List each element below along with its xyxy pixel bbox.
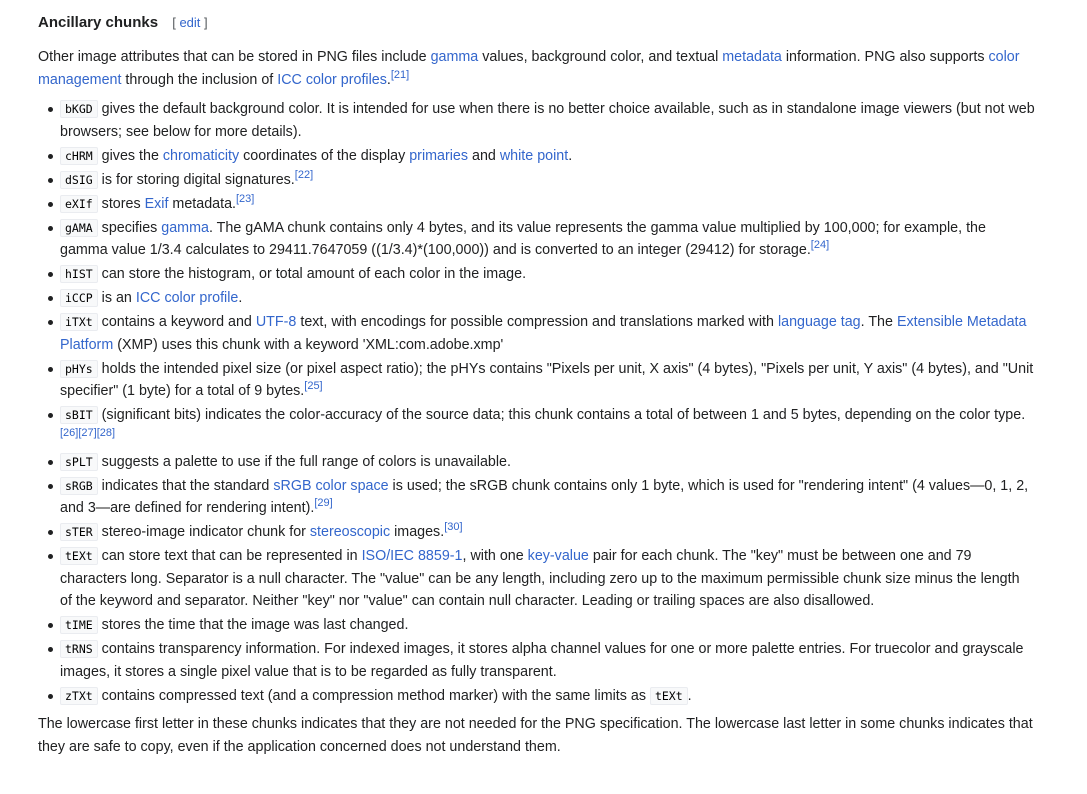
item-text: can store the histogram, or total amount of each color in the image. <box>97 266 527 282</box>
item-text: , with one <box>462 548 528 564</box>
chunk-code: sTER <box>60 523 98 541</box>
link-white-point[interactable]: white point <box>499 147 569 164</box>
chunk-code: tIME <box>60 616 98 634</box>
item-text: can store text that can be represented in <box>97 548 362 564</box>
link-stereoscopic[interactable]: stereoscopic <box>309 524 391 540</box>
link-icc-color-profiles[interactable]: ICC color profiles <box>277 72 387 88</box>
citation-link[interactable]: [25] <box>304 380 323 393</box>
chunk-code: pHYs <box>60 360 98 378</box>
citation <box>78 427 96 439</box>
item-text: is for storing digital signatures. <box>97 171 295 188</box>
chunk-code: iTXt <box>60 313 98 331</box>
list-item-sbit <box>60 404 1035 449</box>
chunk-code: zTXt <box>60 687 98 705</box>
item-text: gives the default background color. It is intended for use when there is no better choice available, such as in standalone image viewers (but not web browsers; see below for more details). <box>60 101 1035 140</box>
item-text: stores the time that the image was last changed. <box>97 617 409 633</box>
item-text: indicates that the standard <box>97 477 274 494</box>
list-item-iccp <box>60 287 1035 310</box>
item-text: (XMP) uses this chunk with a keyword 'XML:com.adobe.xmp' <box>113 336 504 353</box>
intro-text: through the inclusion of <box>121 72 278 88</box>
intro-text: information. PNG also supports <box>781 49 989 65</box>
list-item-chrm <box>60 145 1035 168</box>
item-text: contains a keyword and <box>97 314 256 330</box>
item-text: contains transparency information. For indexed images, it stores alpha channel values for one or more palette entries. For truecolor and grayscale images, it stores a single pixel value that is to be regarded as fully transparent. <box>60 641 1024 680</box>
item-text: is an <box>97 290 136 306</box>
list-item-ztxt <box>60 685 1035 708</box>
link-chromaticity[interactable]: chromaticity <box>162 147 240 164</box>
link-exif[interactable]: Exif <box>144 195 169 212</box>
intro-text: Other image attributes that can be stored in PNG files include <box>38 49 431 65</box>
citation <box>444 521 462 533</box>
chunk-code: tRNS <box>60 640 98 658</box>
item-text: pair for each chunk. The "key" must be between one and 79 characters long. Separator is a null character. The "value" can be any length, including zero up to the maximum permissible chunk size minus the length of the keyword and separator. Neither "key" nor "value" can contain null character. Leading or trailing spaces are also disallowed. <box>60 548 1020 609</box>
link-gamma[interactable]: gamma <box>430 49 479 65</box>
chunk-code: tEXt <box>60 547 98 565</box>
chunk-code: dSIG <box>60 171 98 189</box>
item-text: specifies <box>97 219 162 236</box>
item-text: (significant bits) indicates the color-accuracy of the source data; this chunk contains a total of between 1 and 5 bytes, depending on the color type. <box>97 407 1026 423</box>
section-heading <box>38 12 1035 34</box>
edit-bracket-close: ] <box>200 15 208 30</box>
list-item-gama <box>60 217 1035 262</box>
list-item-srgb <box>60 475 1035 520</box>
chunk-code: cHRM <box>60 147 98 165</box>
link-icc-color-profile[interactable]: ICC color profile <box>135 290 239 306</box>
chunk-code: hIST <box>60 265 98 283</box>
list-item-bkgd <box>60 98 1035 143</box>
citation <box>391 69 409 81</box>
intro-text: values, background color, and textual <box>478 49 723 65</box>
citation-link[interactable]: [21] <box>390 69 410 82</box>
chunk-code: tEXt <box>650 687 688 705</box>
chunk-code: gAMA <box>60 219 98 237</box>
list-item-itxt <box>60 311 1035 356</box>
item-text: is used; the sRGB chunk contains only 1 byte, which is used for "rendering intent" (4 values—0, 1, 2, and 3—are defined for rendering intent). <box>60 477 1029 516</box>
item-text: coordinates of the display <box>239 147 410 164</box>
list-item-dsig <box>60 169 1035 192</box>
citation-link[interactable]: [29] <box>314 497 333 510</box>
item-text: gives the <box>97 147 163 164</box>
citation-link[interactable]: [28] <box>96 426 116 439</box>
chunk-code: sRGB <box>60 477 98 495</box>
citation <box>60 427 78 439</box>
item-text: . <box>568 147 573 164</box>
link-utf-8[interactable]: UTF-8 <box>255 314 297 330</box>
citation-link[interactable]: [22] <box>294 168 314 181</box>
link-metadata[interactable]: metadata <box>722 49 782 65</box>
chunk-code: sBIT <box>60 406 98 424</box>
citation <box>304 380 322 392</box>
citation-link[interactable]: [24] <box>810 239 830 252</box>
list-item-splt <box>60 451 1035 474</box>
item-text: stores <box>97 195 145 212</box>
chunk-code: bKGD <box>60 100 98 118</box>
item-text: . <box>687 687 692 704</box>
chunk-list <box>38 98 1035 707</box>
citation <box>295 169 313 181</box>
list-item-trns <box>60 638 1035 683</box>
item-text: . The gAMA chunk contains only 4 bytes, and its value represents the gamma value multiplied by 100,000; for example, the gamma value 1/3.4 calculates to 29411.7647059 ((1/3.4)*(100,000)) and is converted to an integer (29412) for storage. <box>60 219 986 258</box>
link-color-management[interactable]: color management <box>38 49 1020 88</box>
citation <box>236 193 254 205</box>
item-text: metadata. <box>168 195 236 212</box>
edit-section <box>172 15 207 30</box>
citation-link[interactable]: [30] <box>444 521 463 534</box>
list-item-hist <box>60 263 1035 286</box>
list-item-exif <box>60 193 1035 216</box>
intro-text: . <box>386 72 391 88</box>
list-item-ster <box>60 521 1035 544</box>
list-item-time <box>60 614 1035 637</box>
link-srgb-color-space[interactable]: sRGB color space <box>273 477 389 494</box>
item-text: . The <box>860 314 897 330</box>
citation-link[interactable]: [27] <box>78 426 97 439</box>
item-text: . <box>238 290 243 306</box>
link-gamma[interactable]: gamma <box>161 219 209 236</box>
outro-paragraph: The lowercase first letter in these chunks indicates that they are not needed for the PNG specification. The lowercase last letter in some chunks indicates that they are safe to copy, even if the application concerned does not understand them. <box>38 716 1033 755</box>
item-text: suggests a palette to use if the full range of colors is unavailable. <box>97 453 511 470</box>
citation <box>811 239 829 251</box>
edit-link[interactable]: edit <box>179 15 201 30</box>
link-extensible-metadata-platform[interactable]: Extensible Metadata Platform <box>60 314 1027 353</box>
citation-link[interactable]: [23] <box>236 192 255 205</box>
chunk-code: eXIf <box>60 195 98 213</box>
list-item-text <box>60 545 1035 613</box>
item-text: holds the intended pixel size (or pixel aspect ratio); the pHYs contains "Pixels per unit, X axis" (4 bytes), "Pixels per unit, Y axis" (4 bytes), and "Unit specifier" (1 byte) for a total of 9 bytes. <box>60 360 1034 399</box>
item-text: contains compressed text (and a compression method marker) with the same limits as <box>97 687 650 704</box>
link-language-tag[interactable]: language tag <box>777 314 861 330</box>
intro-paragraph <box>38 46 1035 92</box>
item-text: images. <box>390 524 445 540</box>
link-key-value[interactable]: key-value <box>527 548 589 564</box>
list-item-phys <box>60 358 1035 403</box>
citation <box>314 497 332 509</box>
edit-bracket-open: [ <box>172 15 180 30</box>
citation-link[interactable]: [26] <box>60 426 79 439</box>
chunk-code: iCCP <box>60 289 98 307</box>
section-title: Ancillary chunks <box>38 14 159 31</box>
link-iso-iec-8859-1[interactable]: ISO/IEC 8859-1 <box>361 548 463 564</box>
chunk-code: sPLT <box>60 453 98 471</box>
item-text: text, with encodings for possible compression and translations marked with <box>296 314 778 330</box>
citation <box>97 427 115 439</box>
link-primaries[interactable]: primaries <box>409 147 469 164</box>
item-text: stereo-image indicator chunk for <box>97 524 310 540</box>
item-text: and <box>468 147 500 164</box>
